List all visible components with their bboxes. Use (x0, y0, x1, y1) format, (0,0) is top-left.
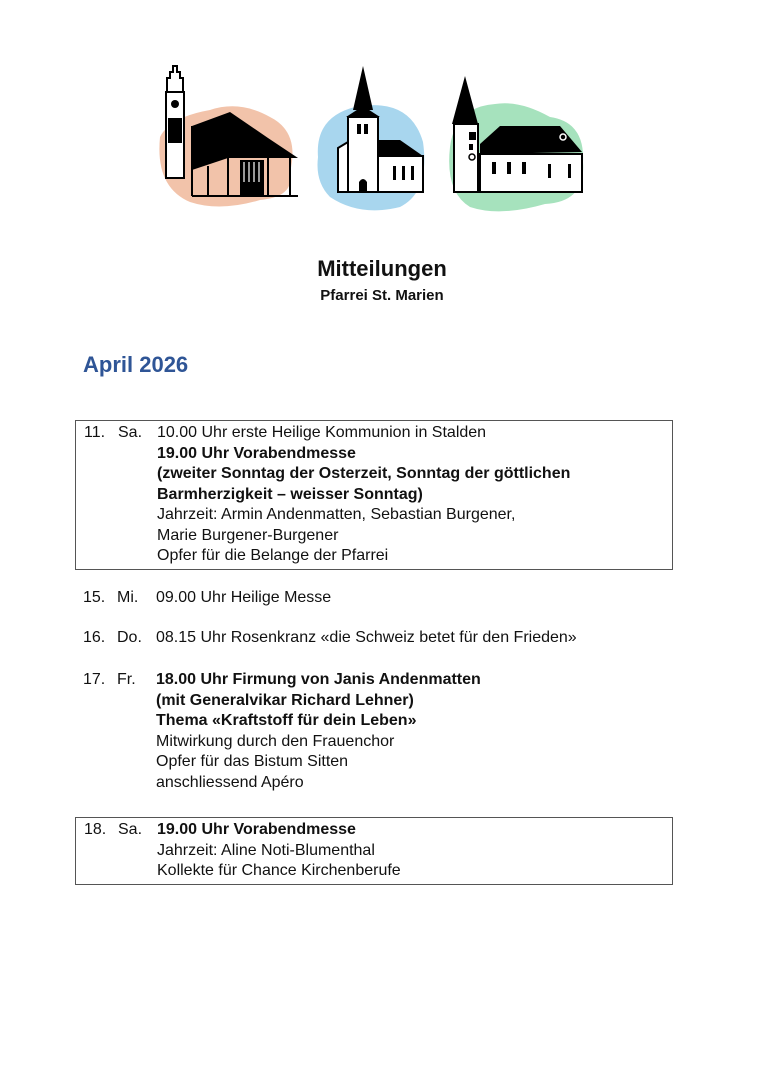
event-weekday: Mi. (117, 589, 139, 606)
event-line: 10.00 Uhr erste Heilige Kommunion in Stalden (157, 424, 487, 441)
page-subtitle: Pfarrei St. Marien (320, 287, 444, 304)
event-details (156, 628, 673, 649)
event-line: 08.15 Uhr Rosenkranz «die Schweiz betet für den Frieden» (156, 629, 577, 646)
event-details (156, 670, 673, 793)
event-line: Opfer für das Bistum Sitten (156, 753, 349, 770)
event-line: Jahrzeit: Aline Noti-Blumenthal (157, 841, 375, 859)
event-entry (75, 670, 673, 793)
event-entry (75, 817, 673, 885)
event-day: 17. (83, 671, 106, 688)
event-day: 18. (84, 821, 107, 838)
event-day: 11. (84, 424, 106, 441)
event-line: 19.00 Uhr Vorabendmesse (157, 444, 356, 462)
event-weekday: Do. (117, 629, 142, 646)
event-details (156, 588, 673, 609)
event-entry (75, 420, 673, 570)
event-line: Jahrzeit: Armin Andenmatten, Sebastian Burgener, (157, 506, 516, 523)
event-line: Thema «Kraftstoff für dein Leben» (156, 712, 417, 729)
event-line: (zweiter Sonntag der Osterzeit, Sonntag der göttlichen (157, 465, 571, 482)
event-line: 19.00 Uhr Vorabendmesse (157, 821, 356, 838)
event-line: Mitwirkung durch den Frauenchor (156, 732, 395, 750)
event-entry (75, 628, 673, 649)
event-day: 16. (83, 629, 106, 646)
event-line: Marie Burgener-Burgener (157, 526, 339, 544)
event-details (157, 820, 672, 882)
event-details (157, 423, 672, 567)
event-entry (75, 588, 673, 609)
village-church-icon (318, 66, 425, 210)
event-line: 09.00 Uhr Heilige Messe (156, 589, 332, 606)
month-heading: April 2026 (83, 352, 189, 377)
event-line: (mit Generalvikar Richard Lehner) (156, 691, 414, 709)
event-weekday: Fr. (117, 671, 136, 688)
event-line: Opfer für die Belange der Pfarrei (157, 547, 389, 564)
parish-logo-churches (150, 62, 600, 222)
event-line: anschliessend Apéro (156, 773, 304, 791)
event-line: 18.00 Uhr Firmung von Janis Andenmatten (156, 671, 481, 688)
event-weekday: Sa. (118, 424, 143, 441)
romanesque-church-icon (449, 76, 583, 211)
event-weekday: Sa. (118, 821, 143, 838)
modern-church-icon (159, 66, 298, 207)
event-line: Kollekte für Chance Kirchenberufe (157, 862, 401, 879)
event-day: 15. (83, 589, 106, 606)
page-title: Mitteilungen (317, 256, 447, 281)
event-line: Barmherzigkeit – weisser Sonntag) (157, 485, 423, 503)
